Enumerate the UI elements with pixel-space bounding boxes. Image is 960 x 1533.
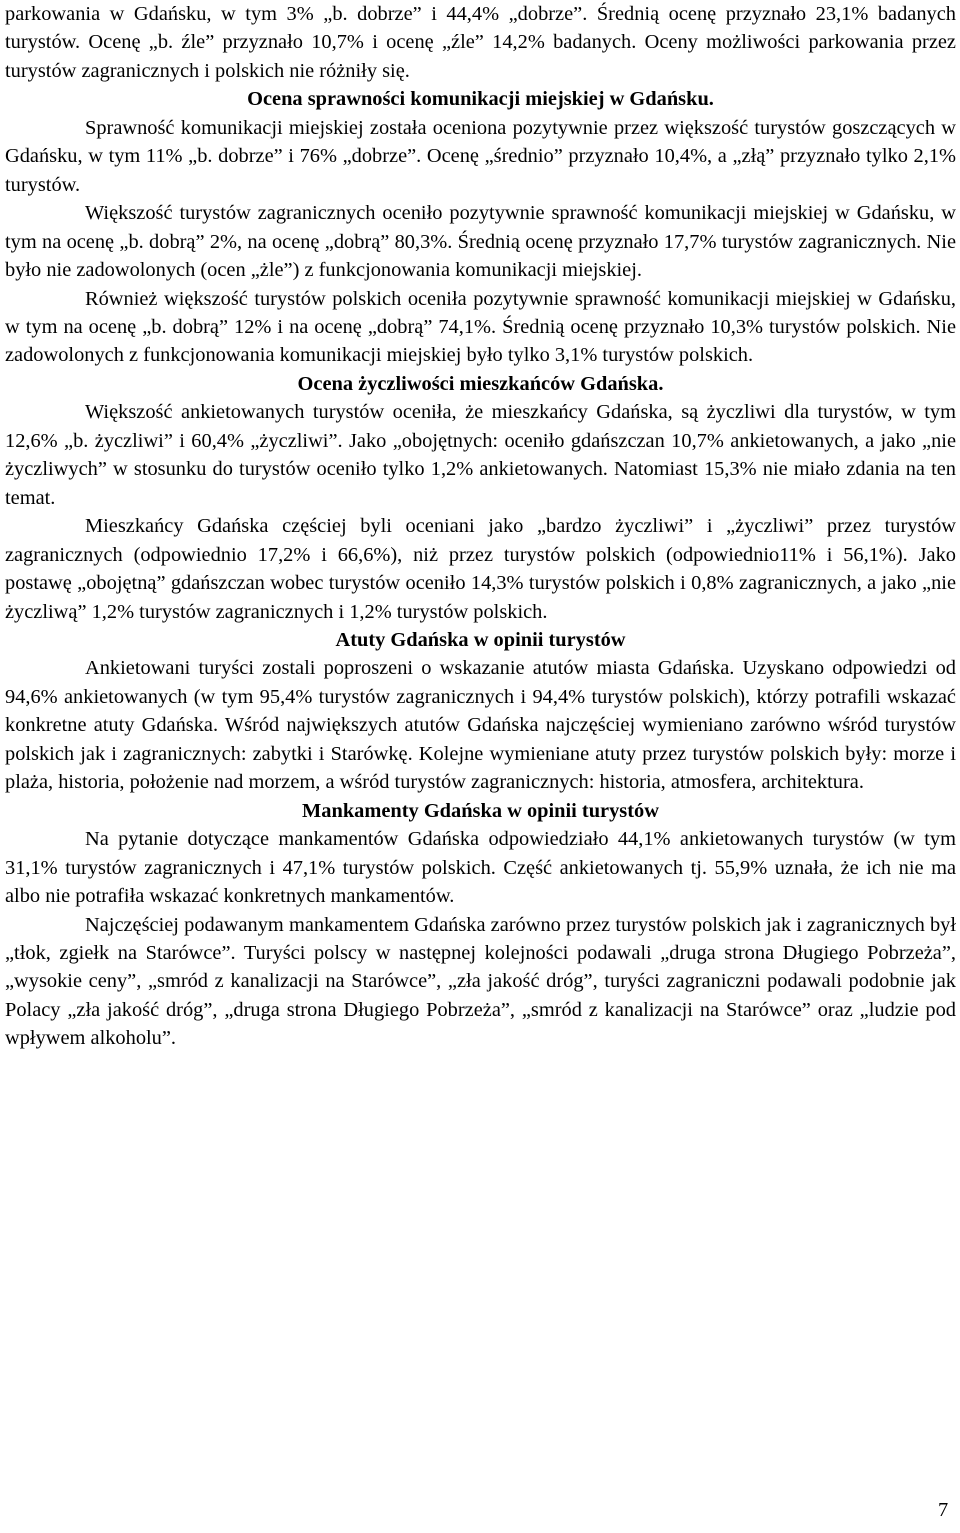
paragraph: Również większość turystów polskich oceniła pozytywnie sprawność komunikacji miejskiej w Gdańsku, w tym na ocenę „b. dobrą” 12% i na ocenę „dobrą” 74,1%. Średnią ocenę przyznało 10,3% turystów polskich. Nie zadowolonych z funkcjonowania komunikacji miejskiej było tylko 3,1% turystów polskich.: [5, 287, 956, 367]
paragraph: Sprawność komunikacji miejskiej została oceniona pozytywnie przez większość turystów goszczących w Gdańsku, w tym 11% „b. dobrze” i 76% „dobrze”. Ocenę „średnio” przyznało 10,4%, a „złą” przyznało tylko 2,1% turystów.: [5, 116, 956, 196]
section-heading: Mankamenty Gdańska w opinii turystów: [302, 799, 659, 822]
paragraph: Ankietowani turyści zostali poproszeni o wskazanie atutów miasta Gdańska. Uzyskano odpowiedzi od 94,6% ankietowanych (w tym 95,4% turystów zagranicznych i 94,4% turystów polskich), którzy potrafili wskazać konkretne atuty Gdańska. Wśród największych atutów Gdańska najczęściej wymieniano zarówno wśród turystów polskich jak i zagranicznych: zabytki i Starówkę. Kolejne wymieniane atuty przez turystów polskich były: morze i plaża, historia, położenie nad morzem, a wśród turystów zagranicznych: historia, atmosfera, architektura.: [5, 657, 956, 794]
section-heading: Ocena życzliwości mieszkańców Gdańska.: [297, 372, 664, 395]
paragraph: Mieszkańcy Gdańska częściej byli oceniani jako „bardzo życzliwi” i „życzliwi” przez turystów zagranicznych (odpowiednio 17,2% i 66,6%), niż przez turystów polskich (odpowiednio11% i 56,1%). Jako postawę „obojętną” gdańszczan wobec turystów oceniło 14,3% turystów polskich i 0,8% zagranicznych, a jako „nie życzliwą” 1,2% turystów zagranicznych i 1,2% turystów polskich.: [5, 515, 956, 623]
paragraph: Większość turystów zagranicznych oceniło pozytywnie sprawność komunikacji miejskiej w Gdańsku, w tym na ocenę „b. dobrą” 2%, na ocenę „dobrą” 80,3%. Średnią ocenę przyznało 17,7% turystów zagranicznych. Nie było nie zadowolonych (ocen „żle”) z funkcjonowania komunikacji miejskiej.: [5, 202, 956, 282]
paragraph: parkowania w Gdańsku, w tym 3% „b. dobrze” i 44,4% „dobrze”. Średnią ocenę przyznało 23,1% badanych turystów. Ocenę „b. źle” przyznało 10,7% i ocenę „źle” 14,2% badanych. Oceny możliwości parkowania przez turystów zagranicznych i polskich nie różniły się.: [5, 3, 956, 82]
section-heading: Atuty Gdańska w opinii turystów: [335, 628, 626, 651]
document-page: [5, 0, 956, 1053]
paragraph: Na pytanie dotyczące mankamentów Gdańska odpowiedziało 44,1% ankietowanych turystów (w tym 31,1% turystów zagranicznych i 47,1% turystów polskich. Część ankietowanych tj. 55,9% uznała, że ich nie ma albo nie potrafiła wskazać konkretnych mankamentów.: [5, 828, 956, 908]
page-number: 7: [938, 1499, 949, 1521]
section-heading: Ocena sprawności komunikacji miejskiej w Gdańsku.: [247, 88, 714, 111]
paragraph: Najczęściej podawanym mankamentem Gdańska zarówno przez turystów polskich jak i zagranicznych był „tłok, zgiełk na Starówce”. Turyści polscy w następnej kolejności podawali „druga strona Długiego Pobrzeża”, „wysokie ceny”, „smród z kanalizacji na Starówce”, „zła jakość dróg”, turyści zagraniczni podawali podobnie jak Polacy „zła jakość dróg”, „druga strona Długiego Pobrzeża”, „smród z kanalizacji na Starówce” oraz „ludzie pod wpływem alkoholu”.: [5, 913, 956, 1050]
paragraph: Większość ankietowanych turystów oceniła, że mieszkańcy Gdańska, są życzliwi dla turystów, w tym 12,6% „b. życzliwi” i 60,4% „życzliwi”. Jako „obojętnych: oceniło gdańszczan 10,7% ankietowanych, a jako „nie życzliwych” w stosunku do turystów oceniło tylko 1,2% ankietowanych. Natomiast 15,3% nie miało zdania na ten temat.: [5, 401, 956, 509]
